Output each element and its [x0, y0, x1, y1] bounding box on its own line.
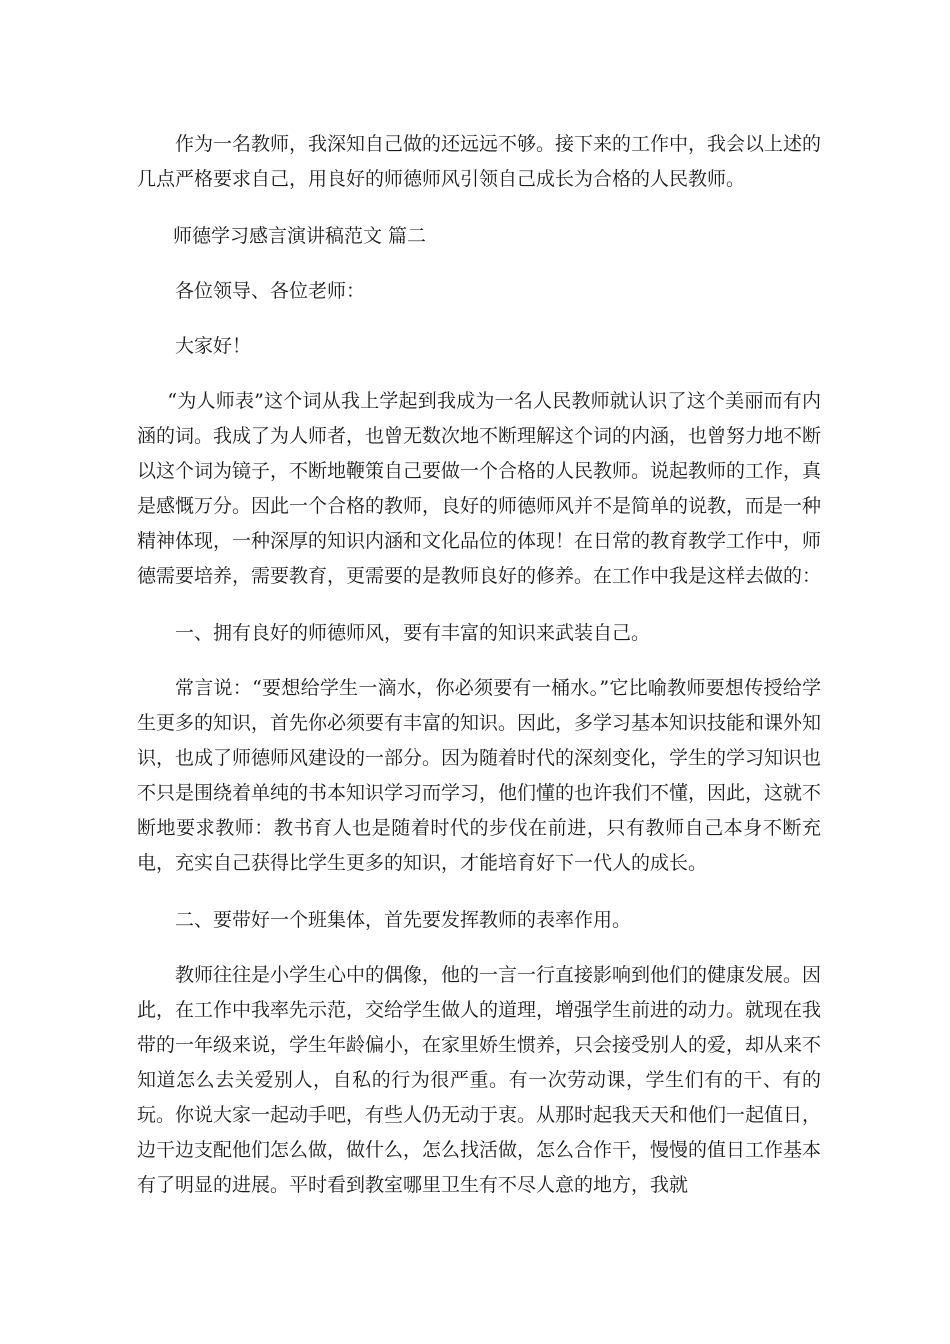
point-one-heading: 一、拥有良好的师德师风，要有丰富的知识来武装自己。: [175, 622, 651, 644]
paragraph-closing: 作为一名教师，我深知自己做的还远远不够。接下来的工作中，我会以上述的几点严格要求自己，用良好的师德师风引领自己成长为合格的人民教师。: [137, 133, 822, 190]
document-page: [137, 127, 821, 1203]
section-title: 师德学习感言演讲稿范文 篇二: [173, 225, 427, 247]
paragraph-intro: “为人师表”这个词从我上学起到我成为一名人民教师就认识了这个美丽而有内涵的词。我成了为人师者，也曾无数次地不断理解这个词的内涵，也曾努力地不断以这个词为镜子，不断地鞭策自己要做一个合格的人民教师。说起教师的工作，真是感慨万分。因此一个合格的教师，良好的师德师风并不是简单的说教，而是一种精神体现，一种深厚的知识内涵和文化品位的体现！在日常的教育教学工作中，师德需要培养，需要教育，更需要的是教师良好的修养。在工作中我是这样去做的：: [137, 390, 822, 587]
paragraph-point-two: 教师往往是小学生心中的偶像，他的一言一行直接影响到他们的健康发展。因此，在工作中我率先示范，交给学生做人的道理，增强学生前进的动力。就现在我带的一年级来说，学生年龄偏小，在家里娇生惯养，只会接受别人的爱，却从来不知道怎么去关爱别人，自私的行为很严重。有一次劳动课，学生们有的干、有的玩。你说大家一起动手吧，有些人仍无动于衷。从那时起我天天和他们一起值日，边干边支配他们怎么做，做什么，怎么找活做，怎么合作干，慢慢的值日工作基本有了明显的进展。平时看到教室哪里卫生有不尽人意的地方，我就: [137, 964, 822, 1196]
salutation: 各位领导、各位老师：: [175, 280, 366, 302]
point-two-heading: 二、要带好一个班集体，首先要发挥教师的表率作用。: [175, 909, 632, 931]
paragraph-point-one: 常言说：“要想给学生一滴水，你必须要有一桶水。”它比喻教师要想传授给学生更多的知识，首先你必须要有丰富的知识。因此，多学习基本知识技能和课外知识，也成了师德师风建设的一部分。因为随着时代的深刻变化，学生的学习知识也不只是围绕着单纯的书本知识学习而学习，他们懂的也许我们不懂，因此，这就不断地要求教师：教书育人也是随着时代的步伐在前进，只有教师自己本身不断充电，充实自己获得比学生更多的知识，才能培育好下一代人的成长。: [137, 677, 822, 874]
greeting: 大家好！: [175, 335, 252, 357]
